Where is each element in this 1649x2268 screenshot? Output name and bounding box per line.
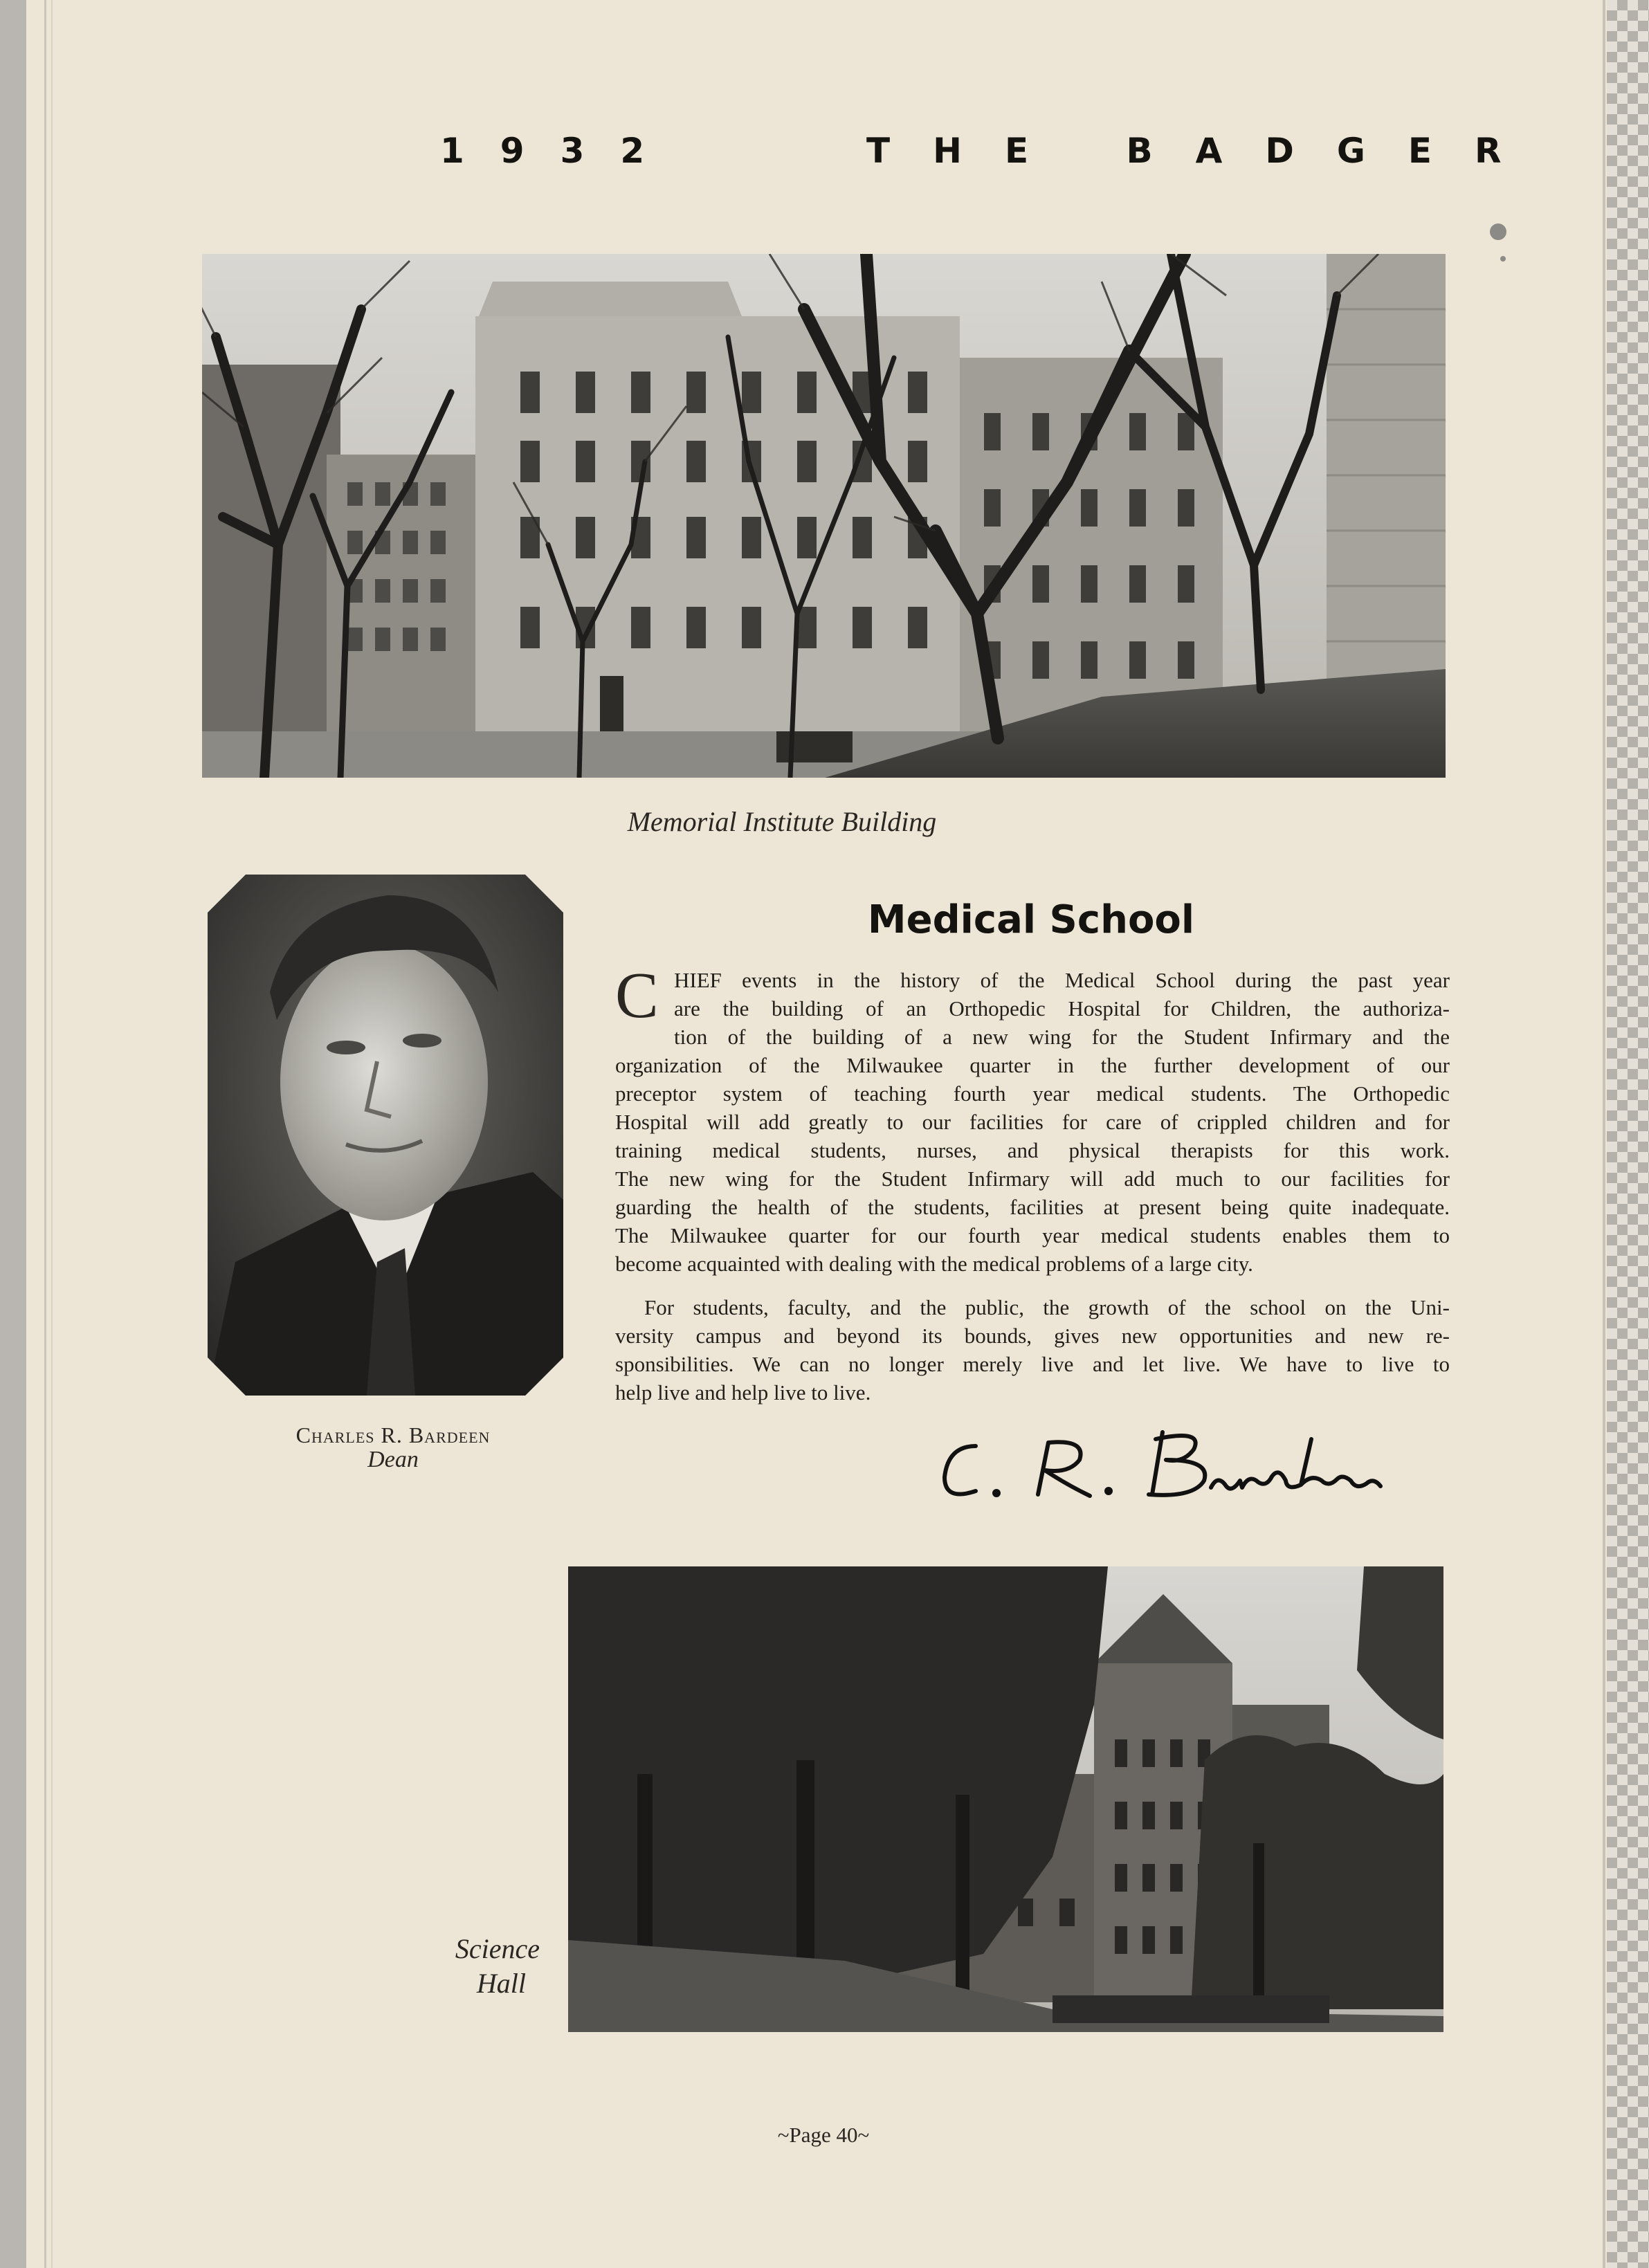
right-decorative-border xyxy=(1607,0,1649,2268)
article-line: help live and help live to live. xyxy=(615,1380,871,1405)
memorial-institute-photo xyxy=(202,254,1446,778)
dean-portrait xyxy=(208,875,563,1396)
article-line: training medical students, nurses, and physical therapists for this work. xyxy=(615,1138,1450,1162)
science-hall-photo xyxy=(568,1566,1443,2032)
article-line: preceptor system of teaching fourth year medical students. The Orthopedic xyxy=(615,1081,1450,1106)
article-line: tion of the building of a new wing for the Student Infirmary and the xyxy=(674,1025,1450,1049)
article-line: For students, faculty, and the public, the growth of the school on the Uni- xyxy=(644,1295,1450,1319)
article-title: Medical School xyxy=(867,897,1195,942)
article-line: HIEF events in the history of the Medical School during the past year xyxy=(674,968,1450,992)
left-margin-strip xyxy=(0,0,26,2268)
left-margin-rule xyxy=(44,0,46,2268)
article-line: The new wing for the Student Infirmary will add much to our facilities for xyxy=(615,1167,1450,1191)
science-hall-caption: Hall xyxy=(476,1968,526,1999)
page-spot xyxy=(1490,223,1506,240)
article-line: versity campus and beyond its bounds, gives new opportunities and new re- xyxy=(615,1324,1450,1348)
dean-title: Dean xyxy=(367,1447,419,1472)
right-margin-rule xyxy=(1603,0,1605,2268)
page-spot xyxy=(1500,256,1506,262)
article-line: sponsibilities. We can no longer merely live and let live. We have to live to xyxy=(615,1352,1450,1376)
drop-cap: C xyxy=(615,960,659,1032)
page-number: ~Page 40~ xyxy=(777,2123,870,2147)
science-hall-caption: Science xyxy=(455,1933,540,1964)
header-year: 1932 xyxy=(440,131,681,171)
article-line: are the building of an Orthopedic Hospital for Children, the authoriza- xyxy=(674,996,1450,1021)
article-line: The Milwaukee quarter for our fourth year medical students enables them to xyxy=(615,1223,1450,1247)
dean-name: Charles R. Bardeen xyxy=(295,1423,491,1447)
header-title: THE BADGER xyxy=(866,131,1545,171)
signature xyxy=(927,1418,1384,1508)
left-margin-rule xyxy=(51,0,53,2268)
article-line: Hospital will add greatly to our facilities for care of crippled children and for xyxy=(615,1110,1450,1134)
memorial-institute-caption: Memorial Institute Building xyxy=(627,806,937,837)
article-line: organization of the Milwaukee quarter in the further development of our xyxy=(615,1053,1450,1077)
article-line: become acquainted with dealing with the medical problems of a large city. xyxy=(615,1252,1253,1276)
article-line: guarding the health of the students, facilities at present being quite inadequate. xyxy=(615,1195,1450,1219)
